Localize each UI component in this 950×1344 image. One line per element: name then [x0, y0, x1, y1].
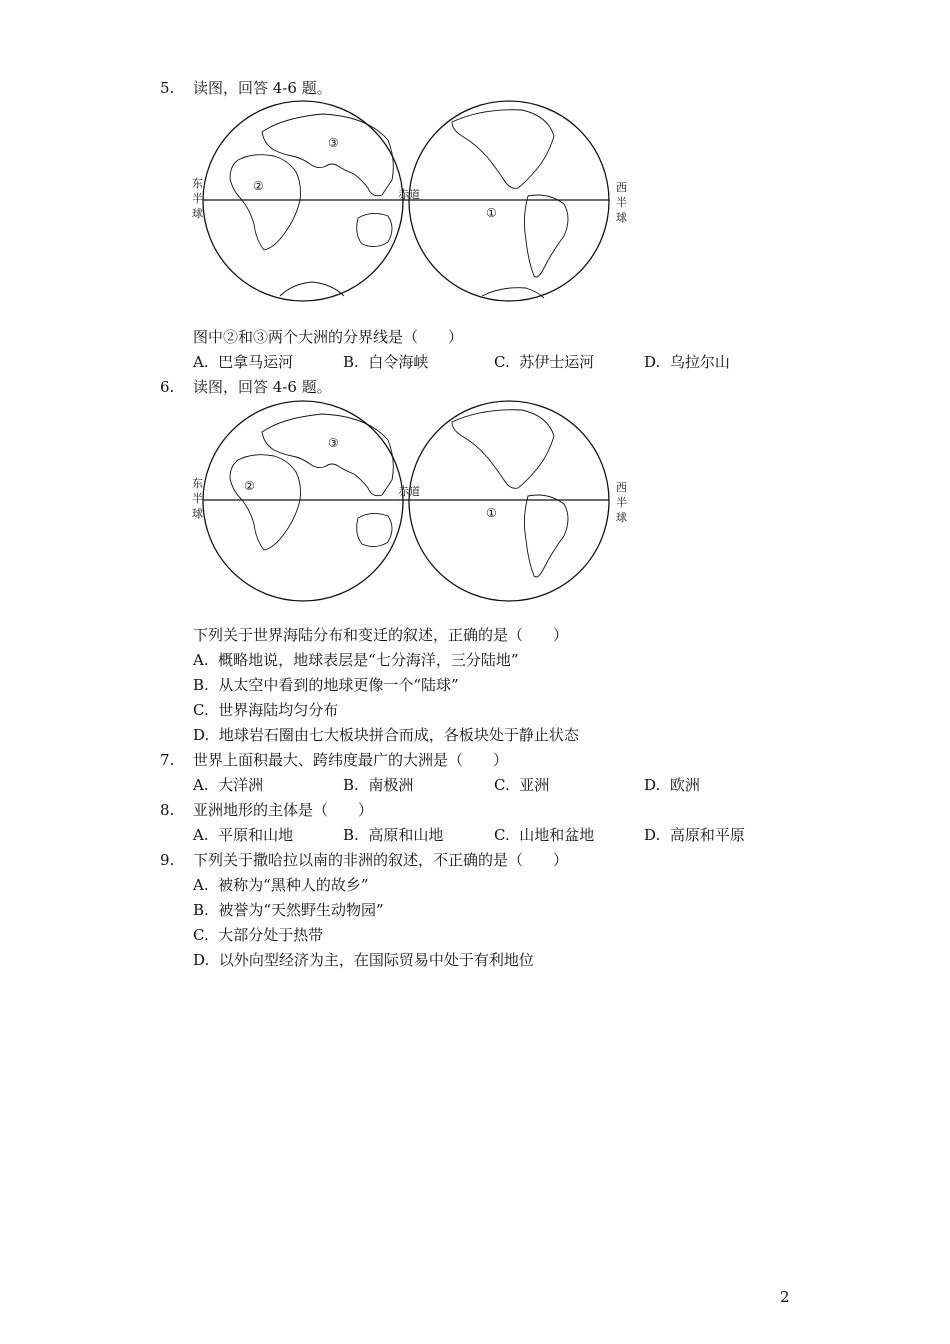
mark-3: ③ [328, 136, 339, 150]
mark-3: ③ [328, 436, 339, 450]
option-d[interactable]: D. 以外向型经济为主，在国际贸易中处于有利地位 [193, 951, 534, 969]
africa-outline [230, 155, 301, 250]
option-d[interactable]: D. 地球岩石圈由七大板块拼合而成，各板块处于静止状态 [193, 726, 579, 744]
question-6 [160, 375, 860, 400]
question-8 [160, 798, 860, 848]
question-9 [160, 848, 860, 973]
east-hemisphere-label: 东半球 [192, 177, 203, 220]
sub-question: 图中②和③两个大洲的分界线是（ ） [193, 328, 464, 346]
mark-2: ② [253, 179, 264, 193]
option-d[interactable]: D. 高原和平原 [644, 826, 745, 844]
australia-outline [357, 213, 392, 246]
option-b[interactable]: B. 从太空中看到的地球更像一个“陆球” [193, 676, 459, 694]
option-b[interactable]: B. 被誉为“天然野生动物园” [193, 901, 384, 919]
equator-label: 赤道 [398, 188, 420, 201]
question-stem: 读图，回答 4-6 题。 [193, 378, 332, 396]
question-stem: 下列关于撒哈拉以南的非洲的叙述，不正确的是（ ） [193, 851, 569, 869]
option-b[interactable]: B. 南极洲 [343, 776, 414, 794]
question-number: 8. [160, 801, 175, 819]
options-row [160, 823, 860, 848]
question-stem: 读图，回答 4-6 题。 [193, 79, 332, 97]
question-stem: 亚洲地形的主体是（ ） [193, 801, 374, 819]
option-b[interactable]: B. 高原和山地 [343, 826, 444, 844]
question-number: 9. [160, 851, 175, 869]
east-hemisphere-label: 东半球 [192, 477, 203, 520]
equator-label: 赤道 [398, 485, 420, 498]
page-number: 2 [780, 1288, 790, 1306]
mark-2: ② [244, 479, 255, 493]
option-c[interactable]: C. 亚洲 [494, 776, 550, 794]
south-america-outline [524, 195, 568, 277]
option-c[interactable]: C. 大部分处于热带 [193, 926, 324, 944]
question-6-body [160, 623, 860, 748]
question-number: 5. [160, 79, 175, 97]
hemisphere-map [192, 400, 642, 600]
option-d[interactable]: D. 欧洲 [644, 776, 700, 794]
antarctica-west-outline [482, 288, 544, 298]
question-7 [160, 748, 860, 798]
eurasia-outline [262, 114, 393, 196]
option-a[interactable]: A. 大洋洲 [193, 776, 264, 794]
west-hemisphere-label: 西半球 [616, 181, 627, 224]
option-a[interactable]: A. 被称为“黑种人的故乡” [193, 876, 369, 894]
sub-question: 下列关于世界海陆分布和变迁的叙述，正确的是（ ） [193, 626, 569, 644]
question-5-body [160, 325, 860, 375]
north-america-outline [452, 110, 554, 189]
option-b[interactable]: B. 白令海峡 [343, 353, 429, 371]
hemisphere-map [192, 100, 642, 300]
mark-1: ① [486, 506, 497, 520]
option-a[interactable]: A. 概略地说，地球表层是“七分海洋，三分陆地” [193, 651, 519, 669]
option-c[interactable]: C. 山地和盆地 [494, 826, 595, 844]
question-stem: 世界上面积最大、跨纬度最广的大洲是（ ） [193, 751, 509, 769]
antarctica-outline [280, 282, 344, 296]
option-a[interactable]: A. 巴拿马运河 [193, 353, 294, 371]
west-hemisphere-label: 西半球 [616, 481, 627, 524]
west-hemisphere-circle [409, 101, 609, 301]
question-number: 7. [160, 751, 175, 769]
east-hemisphere-circle [203, 101, 403, 301]
option-c[interactable]: C. 苏伊士运河 [494, 353, 595, 371]
question-number: 6. [160, 378, 175, 396]
option-d[interactable]: D. 乌拉尔山 [644, 353, 730, 371]
options-row [160, 773, 860, 798]
question-5 [160, 76, 860, 101]
option-c[interactable]: C. 世界海陆均匀分布 [193, 701, 339, 719]
mark-1: ① [486, 206, 497, 220]
options-row [160, 350, 860, 375]
option-a[interactable]: A. 平原和山地 [193, 826, 294, 844]
